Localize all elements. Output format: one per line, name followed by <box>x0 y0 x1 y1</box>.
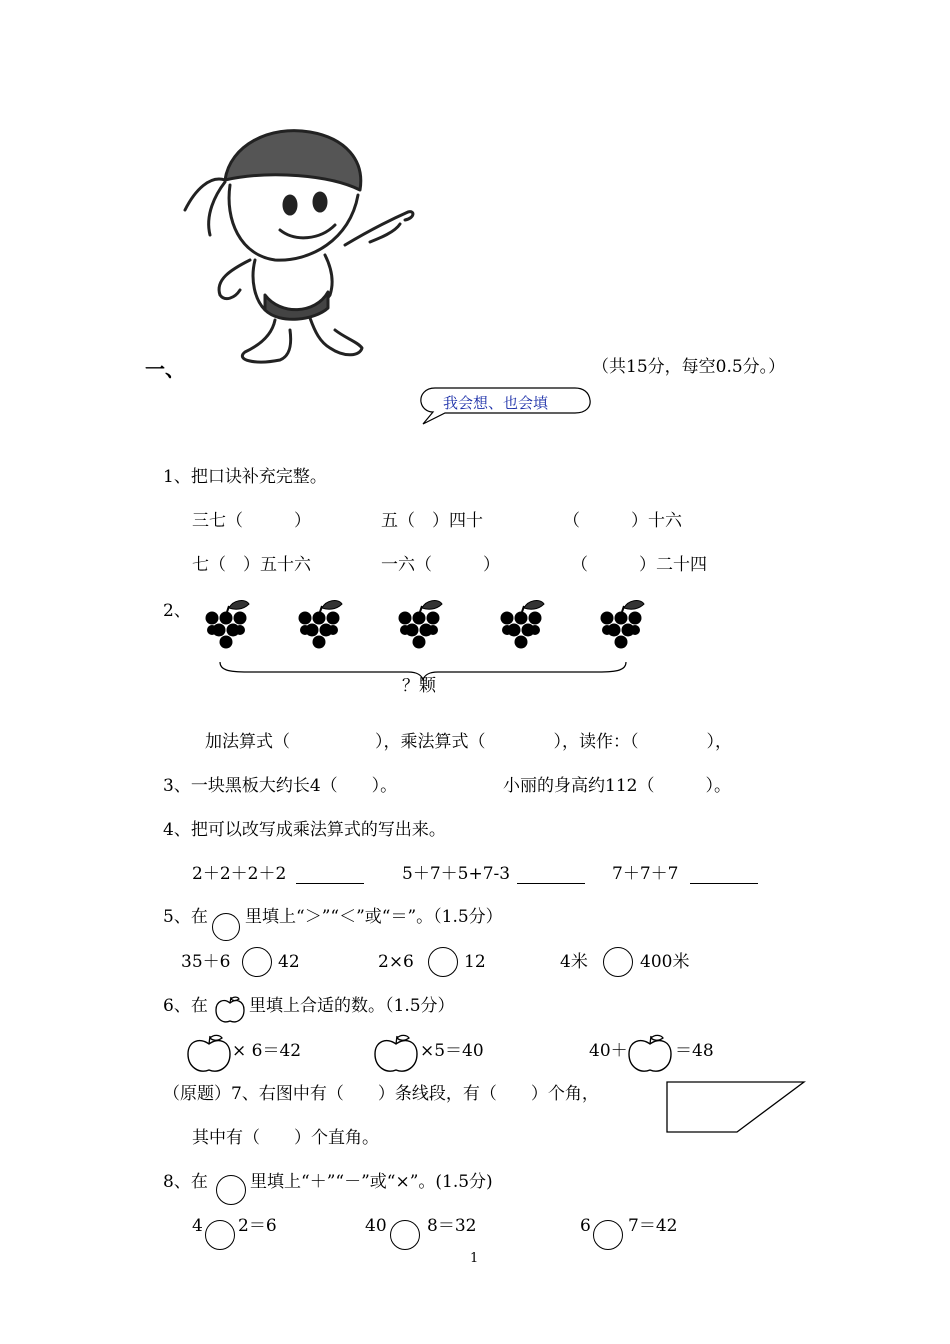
q1-item: 七（ ）五十六 <box>192 555 311 575</box>
q6-prompt-pre: 6、在 <box>163 996 208 1016</box>
circle-icon <box>212 913 240 941</box>
compare-circle[interactable] <box>428 947 458 977</box>
q8-right: 2＝6 <box>238 1216 277 1236</box>
q6-prompt-post: 里填上合适的数。（1.5分） <box>249 996 455 1016</box>
q6-equation-pre: 40＋ <box>589 1041 628 1061</box>
answer-blank[interactable] <box>517 883 585 884</box>
grape-icon <box>203 598 251 652</box>
brace-label: ？颗 <box>402 676 436 696</box>
speech-bubble-text: 我会想、也会填 <box>443 394 549 412</box>
q2-number: 2、 <box>163 601 191 621</box>
q8-prompt-post: 里填上“＋”“－”或“×”。(1.5分) <box>250 1172 493 1192</box>
q4-item: 5＋7＋5+7-3 <box>402 864 511 884</box>
circle-icon <box>216 1175 246 1205</box>
q8-left: 40 <box>365 1216 387 1236</box>
answer-blank[interactable] <box>296 883 364 884</box>
q8-left: 6 <box>580 1216 591 1236</box>
q8-right: 7＝42 <box>628 1216 678 1236</box>
operator-circle[interactable] <box>390 1220 420 1250</box>
section-number: 一、 <box>145 357 185 381</box>
q5-left: 35＋6 <box>181 952 231 972</box>
q5-left: 4米 <box>560 952 588 972</box>
q6-equation: × 6＝42 <box>232 1041 302 1061</box>
q1-item: （ ）二十四 <box>571 555 707 575</box>
q1-item: （ ）十六 <box>563 511 682 531</box>
q4-item: 2＋2＋2＋2 <box>192 864 287 884</box>
q5-prompt-pre: 5、在 <box>163 907 208 927</box>
q4-prompt: 4、把可以改写成乘法算式的写出来。 <box>163 820 446 840</box>
q5-left: 2×6 <box>378 952 414 972</box>
q5-prompt-post: 里填上“＞”“＜”或“＝”。（1.5分） <box>245 907 503 927</box>
q6-equation: ＝48 <box>675 1041 714 1061</box>
q3-part1: 3、一块黑板大约长4（ ）。 <box>163 776 398 796</box>
q1-item: 一六（ ） <box>381 555 500 575</box>
section-score-note: （共15分，每空0.5分。） <box>592 357 786 377</box>
grape-icon <box>498 598 546 652</box>
compare-circle[interactable] <box>242 947 272 977</box>
grape-icon <box>396 598 444 652</box>
q7-line2: 其中有（ ）个直角。 <box>192 1128 379 1148</box>
q5-right: 12 <box>464 952 486 972</box>
q1-item: 五（ ）四十 <box>381 511 483 531</box>
apple-answer-box[interactable] <box>627 1033 673 1075</box>
q6-equation: ×5＝40 <box>420 1041 484 1061</box>
grape-icon <box>598 598 646 652</box>
q8-left: 4 <box>192 1216 203 1236</box>
cartoon-boy-illustration <box>180 120 420 370</box>
q5-right: 42 <box>278 952 300 972</box>
apple-icon <box>214 995 246 1025</box>
grape-icon <box>296 598 344 652</box>
compare-circle[interactable] <box>603 947 633 977</box>
q4-item: 7＋7＋7 <box>612 864 679 884</box>
page-number: 1 <box>470 1251 479 1266</box>
q3-part2: 小丽的身高约112（ ）。 <box>503 776 731 796</box>
q7-line1: （原题）7、右图中有（ ）条线段，有（ ）个角， <box>163 1084 599 1104</box>
operator-circle[interactable] <box>205 1220 235 1250</box>
q8-right: 8＝32 <box>427 1216 477 1236</box>
q1-prompt: 1、把口诀补充完整。 <box>163 467 327 487</box>
operator-circle[interactable] <box>593 1220 623 1250</box>
q5-right: 400米 <box>640 952 690 972</box>
answer-blank[interactable] <box>690 883 758 884</box>
apple-answer-box[interactable] <box>373 1033 419 1075</box>
trapezoid-figure <box>665 1080 807 1134</box>
q1-item: 三七（ ） <box>192 511 311 531</box>
q8-prompt-pre: 8、在 <box>163 1172 208 1192</box>
q2-expression-line: 加法算式（ ），乘法算式（ ），读作：（ ）， <box>205 732 732 752</box>
apple-answer-box[interactable] <box>186 1033 232 1075</box>
